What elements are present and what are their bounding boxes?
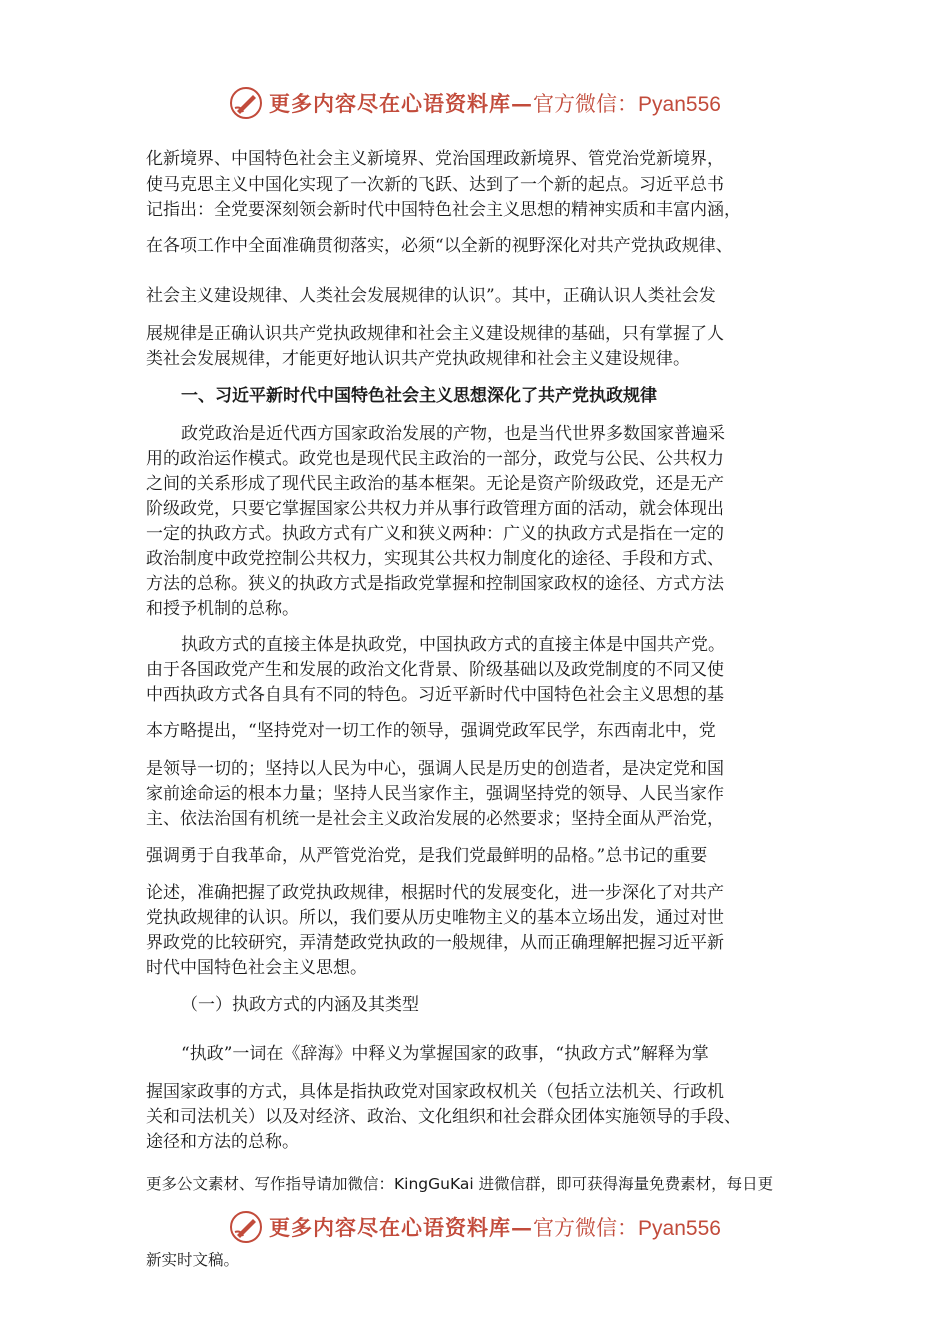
text-line: 和授予机制的总称。 (146, 599, 299, 619)
text-line: 用的政治运作模式。政党也是现代民主政治的一部分，政党与公民、公共权力 (146, 449, 724, 469)
footer-line-1: 更多公文素材、写作指导请加微信：KingGuKai 进微信群，即可获得海量免费素材，每日更 (146, 1175, 774, 1193)
text-line: 中西执政方式各自具有不同的特色。习近平新时代中国特色社会主义思想的基 (146, 685, 724, 705)
text-line: 阶级政党，只要它掌握国家公共权力并从事行政管理方面的活动，就会体现出 (146, 499, 724, 519)
text-line: 化新境界、中国特色社会主义新境界、党治国理政新境界、管党治党新境界， (146, 149, 724, 169)
text-line: 社会主义建设规律、人类社会发展规律的认识”。其中，正确认识人类社会发 (146, 286, 716, 306)
text-line: 关和司法机关）以及对经济、政治、文化组织和社会群众团体实施领导的手段、 (146, 1107, 741, 1127)
text-line: 家前途命运的根本力量；坚持人民当家作主，强调坚持党的领导、人民当家作 (146, 784, 724, 804)
text-line: 本方略提出，“坚持党对一切工作的领导，强调党政军民学，东西南北中，党 (146, 721, 716, 741)
banner-wechat: 官方微信：Pyan556 (533, 93, 721, 116)
text-line: 类社会发展规律，才能更好地认识共产党执政规律和社会主义建设规律。 (146, 349, 690, 369)
text-line: 党执政规律的认识。所以，我们要从历史唯物主义的基本立场出发，通过对世 (146, 908, 724, 928)
subsection-heading: （一）执政方式的内涵及其类型 (181, 995, 419, 1015)
text-line: 一定的执政方式。执政方式有广义和狭义两种：广义的执政方式是指在一定的 (146, 524, 724, 544)
header-banner (0, 86, 950, 120)
banner-text: 更多内容尽在心语资料库— (269, 91, 534, 116)
text-line: 记指出：全党要深刻领会新时代中国特色社会主义思想的精神实质和丰富内涵， (146, 200, 741, 220)
banner-wechat: 官方微信：Pyan556 (533, 1217, 721, 1240)
text-line: “执政”一词在《辞海》中释义为掌握国家的政事，“执政方式”解释为掌 (181, 1044, 709, 1064)
text-line: 政治制度中政党控制公共权力，实现其公共权力制度化的途径、手段和方式、 (146, 549, 724, 569)
text-line: 途径和方法的总称。 (146, 1132, 299, 1152)
text-line: 之间的关系形成了现代民主政治的基本框架。无论是资产阶级政党，还是无产 (146, 474, 724, 494)
section-heading: 一、习近平新时代中国特色社会主义思想深化了共产党执政规律 (181, 386, 657, 406)
footer-banner (0, 1210, 950, 1244)
text-line: 展规律是正确认识共产党执政规律和社会主义建设规律的基础，只有掌握了人 (146, 324, 724, 344)
footer-line-2: 新实时文稿。 (146, 1251, 240, 1269)
text-line: 方法的总称。狭义的执政方式是指政党掌握和控制国家政权的途径、方式方法 (146, 574, 724, 594)
text-line: 时代中国特色社会主义思想。 (146, 958, 367, 978)
text-line: 是领导一切的；坚持以人民为中心，强调人民是历史的创造者，是决定党和国 (146, 759, 724, 779)
pen-logo-icon (229, 86, 263, 120)
text-line: 界政党的比较研究，弄清楚政党执政的一般规律，从而正确理解把握习近平新 (146, 933, 724, 953)
text-line: 由于各国政党产生和发展的政治文化背景、阶级基础以及政党制度的不同又使 (146, 660, 724, 680)
text-line: 强调勇于自我革命，从严管党治党，是我们党最鲜明的品格。”总书记的重要 (146, 846, 708, 866)
pen-logo-icon (229, 1210, 263, 1244)
text-line: 使马克思主义中国化实现了一次新的飞跃、达到了一个新的起点。习近平总书 (146, 175, 724, 195)
text-line: 政党政治是近代西方国家政治发展的产物，也是当代世界多数国家普遍采 (181, 424, 725, 444)
text-line: 握国家政事的方式，具体是指执政党对国家政权机关（包括立法机关、行政机 (146, 1082, 724, 1102)
text-line: 执政方式的直接主体是执政党，中国执政方式的直接主体是中国共产党。 (181, 635, 725, 655)
text-line: 主、依法治国有机统一是社会主义政治发展的必然要求；坚持全面从严治党， (146, 809, 724, 829)
banner-text: 更多内容尽在心语资料库— (269, 1215, 534, 1240)
text-line: 在各项工作中全面准确贯彻落实，必须“以全新的视野深化对共产党执政规律、 (146, 236, 733, 256)
text-line: 论述，准确把握了政党执政规律，根据时代的发展变化，进一步深化了对共产 (146, 883, 724, 903)
